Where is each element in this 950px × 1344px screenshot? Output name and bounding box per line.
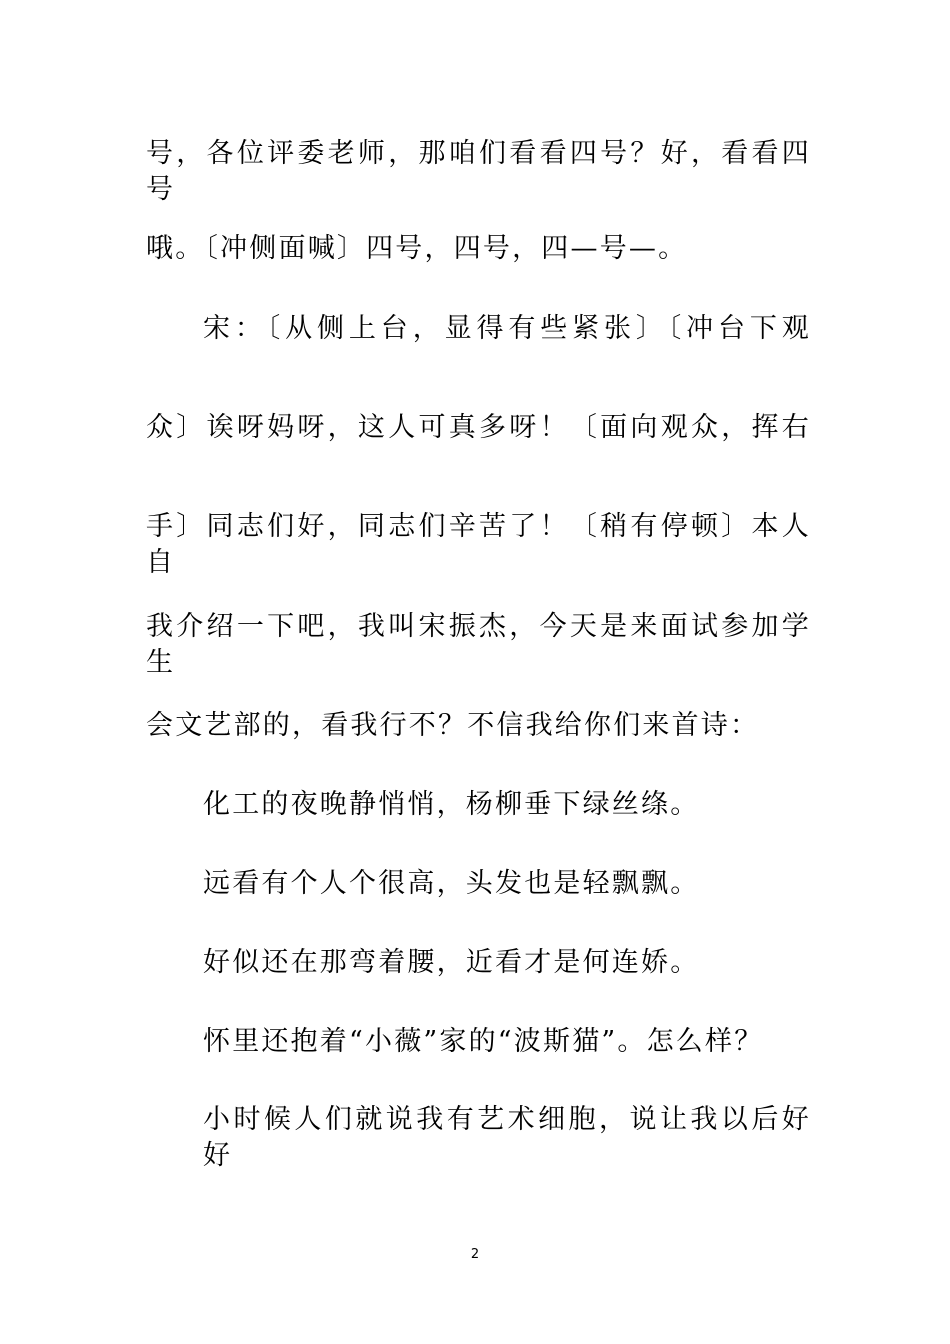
page-number: 2 xyxy=(470,1247,480,1262)
text-line-4: 众〕诶呀妈呀，这人可真多呀！〔面向观众，挥右 xyxy=(146,412,811,443)
text-line-2: 哦。〔冲侧面喊〕四号，四号，四—号—。 xyxy=(146,233,688,264)
text-line-11: 怀里还抱着“小薇”家的“波斯猫”。怎么样？ xyxy=(203,1026,764,1057)
text-line-9: 远看有个人个很高，头发也是轻飘飘。 xyxy=(203,868,700,899)
text-line-7: 会文艺部的，看我行不？不信我给你们来首诗： xyxy=(146,710,760,741)
text-line-8: 化工的夜晚静悄悄，杨柳垂下绿丝绦。 xyxy=(203,789,700,820)
text-line-1: 号，各位评委老师，那咱们看看四号？好，看看四号 xyxy=(146,138,811,205)
text-line-10: 好似还在那弯着腰，近看才是何连娇。 xyxy=(203,947,700,978)
text-line-3: 宋：〔从侧上台，显得有些紧张〕〔冲台下观 xyxy=(203,313,811,344)
text-line-12: 小时候人们就说我有艺术细胞，说让我以后好好 xyxy=(203,1104,811,1171)
text-line-5: 手〕同志们好，同志们辛苦了！〔稍有停顿〕本人自 xyxy=(146,511,811,578)
text-line-6: 我介绍一下吧，我叫宋振杰，今天是来面试参加学生 xyxy=(146,611,811,678)
